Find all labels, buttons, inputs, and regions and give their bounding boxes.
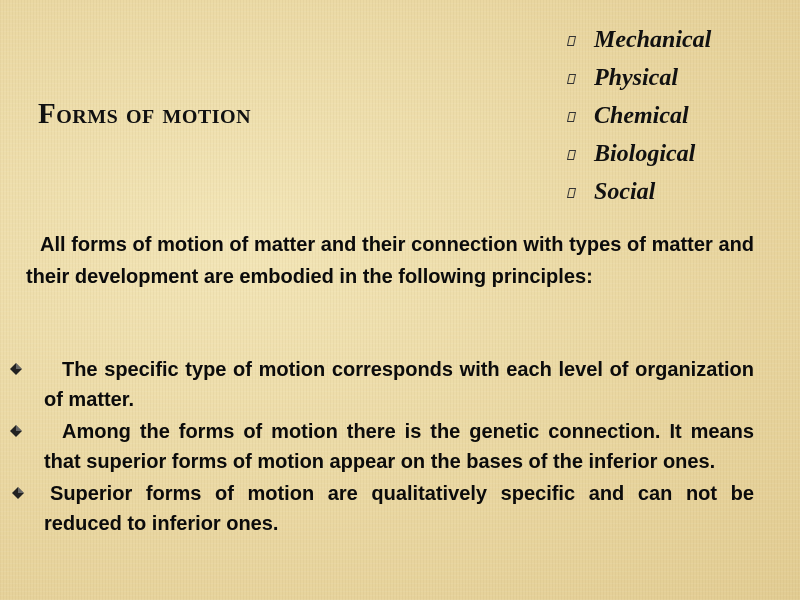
square-bullet-icon <box>567 36 576 46</box>
principle-text: Superior forms of motion are qualitatively specific and can not be reduced to inferior ones. <box>44 483 754 535</box>
forms-list-item <box>568 60 711 98</box>
principle-item <box>44 479 754 539</box>
principle-item <box>44 417 754 477</box>
forms-list-item-label: Chemical <box>594 103 689 129</box>
principle-text: Among the forms of motion there is the genetic connection. It means that superior forms of motion appear on the bases of the inferior ones. <box>44 421 754 473</box>
forms-list-item <box>568 174 711 212</box>
slide-title: Forms of motion <box>38 98 252 130</box>
forms-list-item-label: Social <box>594 179 656 205</box>
principles-list <box>0 355 800 541</box>
square-bullet-icon <box>567 150 576 160</box>
diamond-bullet-icon <box>10 425 22 437</box>
forms-list-item-label: Biological <box>594 141 696 167</box>
principle-text: The specific type of motion corresponds with each level of organization of matter. <box>44 359 754 411</box>
forms-list-item <box>568 98 711 136</box>
forms-list-item-label: Physical <box>594 65 678 91</box>
square-bullet-icon <box>567 74 576 84</box>
intro-paragraph: All forms of motion of matter and their connection with types of matter and their development are embodied in the following principles: <box>26 234 754 288</box>
diamond-bullet-icon <box>12 487 24 499</box>
square-bullet-icon <box>567 188 576 198</box>
forms-list-item <box>568 136 711 174</box>
principle-item <box>44 355 754 415</box>
forms-list <box>568 22 711 212</box>
square-bullet-icon <box>567 112 576 122</box>
forms-list-item-label: Mechanical <box>594 27 712 53</box>
diamond-bullet-icon <box>10 363 22 375</box>
forms-list-item <box>568 22 711 60</box>
